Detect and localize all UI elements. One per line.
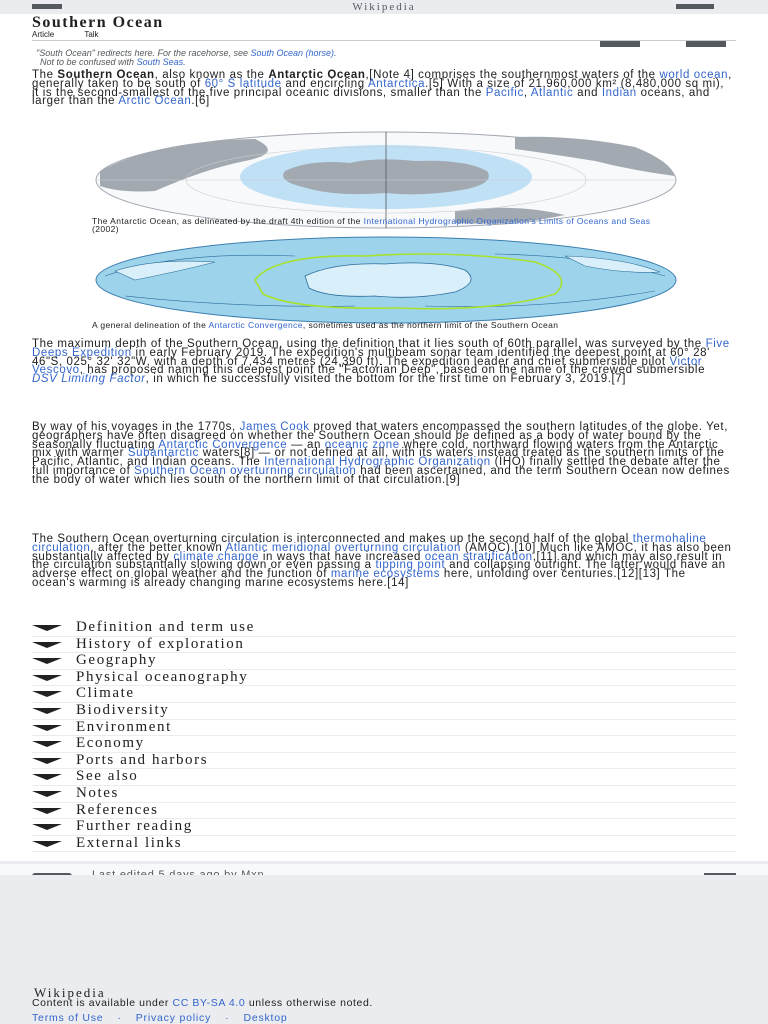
paragraph-text: and collapsing outright. The latter would have an adverse effect on global weather and the function of — [32, 559, 726, 581]
license-text: unless otherwise noted. — [245, 997, 373, 1009]
article-page — [0, 14, 768, 861]
inline-link[interactable]: Arctic Ocean — [118, 95, 192, 108]
chevron-down-icon — [32, 725, 62, 731]
license-notice — [32, 999, 712, 1008]
namespace-tabs — [32, 30, 127, 39]
paragraph-text: — an — [287, 438, 325, 451]
lead-paragraph-1 — [32, 71, 732, 106]
paragraph-text: The Southern Ocean overturning circulation is interconnected and makes up the second half of the global — [32, 533, 633, 545]
paragraph-text: waters[8] — or not defined at all, with its waters instead treated as the southern limits of the Pacific, Atlantic, and Indian oceans. The — [32, 447, 725, 469]
section-heading[interactable] — [32, 836, 736, 853]
lead-paragraph-3 — [32, 423, 732, 485]
inline-link[interactable]: Antarctica — [367, 77, 426, 90]
paragraph-text: and — [573, 86, 602, 99]
map-caption-convergence — [92, 321, 652, 329]
section-heading-label: Definition and term use — [76, 619, 255, 635]
chevron-down-icon — [32, 658, 62, 664]
paragraph-text: in early February 2019. The expedition's multibeam sonar team identified the deepest point at 60° 28' 46"S, 025° 32' 32"W, with a depth of 7,434 metres (24,390 ft). The expedition leader and chief submersible pilot — [32, 346, 710, 368]
map-caption-iho — [92, 217, 652, 233]
section-list — [32, 620, 736, 852]
section-heading[interactable] — [32, 819, 736, 836]
inline-link[interactable]: International Hydrographic Organization — [264, 456, 491, 469]
caption-link-convergence[interactable]: Antarctic Convergence — [208, 320, 303, 330]
tab-talk[interactable]: Talk — [84, 30, 99, 39]
paragraph-text: , — [523, 86, 531, 99]
inline-link[interactable]: marine ecosystems — [330, 568, 441, 581]
paragraph-text: ,[Note 4] comprises the southernmost waters of the — [365, 69, 660, 81]
section-heading[interactable] — [32, 803, 736, 820]
inline-link[interactable]: ocean stratification — [424, 550, 533, 563]
inline-link[interactable]: DSV Limiting Factor — [32, 373, 146, 386]
paragraph-text: Southern Ocean — [57, 69, 155, 81]
hatnote-text: "South Ocean" redirects here. For the racehorse, see — [36, 48, 251, 58]
paragraph-text: Antarctic Ocean — [268, 69, 366, 81]
footer-wikipedia-wordmark: Wikipedia — [34, 985, 106, 1000]
wikipedia-wordmark[interactable]: Wikipedia — [352, 1, 416, 13]
section-heading[interactable] — [32, 670, 736, 687]
inline-link[interactable]: thermohaline circulation — [32, 533, 707, 554]
search-icon[interactable] — [676, 4, 714, 9]
footer — [0, 875, 768, 1024]
section-heading[interactable] — [32, 637, 736, 654]
section-heading[interactable] — [32, 686, 736, 703]
paragraph-text: ,[11] and which may also result in the circulation substantially slowing down or even passing a — [32, 550, 723, 572]
footer-separator: · — [225, 1012, 230, 1024]
chevron-down-icon — [32, 758, 62, 764]
lead-paragraph-4 — [32, 535, 732, 588]
inline-link[interactable]: Pacific — [485, 86, 524, 99]
section-heading-label: Economy — [76, 735, 145, 752]
inline-link[interactable]: tipping point — [375, 559, 446, 572]
footer-link-desktop[interactable]: Desktop — [243, 1012, 288, 1024]
hatnote — [36, 49, 726, 67]
paragraph-text: (IHO) finally settled the debate after the full importance of — [32, 456, 721, 477]
chevron-down-icon — [32, 791, 62, 797]
edit-icon[interactable] — [686, 41, 726, 47]
paragraph-text: The maximum depth of the Southern Ocean, using the definition that it lies south of 60th parallel, was surveyed by the — [32, 338, 706, 350]
language-icon[interactable] — [600, 41, 640, 47]
chevron-down-icon — [32, 824, 62, 830]
inline-link[interactable]: oceanic zone — [324, 438, 400, 451]
southern-ocean-map[interactable] — [95, 131, 677, 229]
paragraph-text: where cold, northward flowing waters from the Antarctic mix with warmer — [32, 438, 719, 460]
inline-link[interactable]: climate change — [173, 550, 260, 563]
inline-link[interactable]: 60° S latitude — [204, 77, 282, 90]
inline-link[interactable]: world ocean — [659, 69, 729, 81]
paragraph-text: .[5] With a size of 21,960,000 km² (8,480,000 sq mi), it is the second-smallest of the five principal oceanic divisions, smaller than the — [32, 77, 725, 99]
tab-article[interactable]: Article — [32, 30, 55, 39]
license-text: Content is available under — [32, 997, 173, 1009]
top-bar — [0, 0, 768, 14]
section-heading[interactable] — [32, 653, 736, 670]
paragraph-text: , in which he successfully visited the bottom for the first time on February 3, 2019.[7] — [145, 373, 627, 386]
inline-link[interactable]: Victor Vescovo — [32, 355, 703, 377]
section-heading[interactable] — [32, 620, 736, 637]
section-heading-label: Geography — [76, 652, 158, 669]
hatnote-link-horse[interactable]: South Ocean (horse). — [250, 48, 337, 58]
license-link[interactable]: CC BY-SA 4.0 — [172, 997, 246, 1009]
caption-text: A general delineation of the — [92, 320, 209, 330]
section-heading[interactable] — [32, 736, 736, 753]
section-heading-label: Physical oceanography — [76, 668, 249, 685]
chevron-down-icon — [32, 708, 62, 714]
page-title: Southern Ocean — [32, 14, 164, 31]
section-heading-label: External links — [76, 834, 183, 851]
section-heading[interactable] — [32, 769, 736, 786]
inline-link[interactable]: Antarctic Convergence — [158, 438, 288, 451]
caption-text: (2002) — [92, 224, 119, 234]
paragraph-text: and encircling — [281, 77, 368, 90]
section-heading-label: Notes — [76, 784, 119, 801]
section-heading-label: References — [76, 801, 159, 818]
paragraph-text: .[6] — [191, 95, 210, 108]
section-heading-label: Ports and harbors — [76, 751, 209, 768]
inline-link[interactable]: Subantarctic — [127, 447, 199, 460]
footer-link-terms[interactable]: Terms of Use — [32, 1012, 104, 1024]
paragraph-text: , after the better known — [90, 541, 226, 554]
chevron-down-icon — [32, 642, 62, 648]
paragraph-text: , also known as the — [154, 69, 269, 81]
chevron-down-icon — [32, 675, 62, 681]
footer-separator: · — [117, 1012, 122, 1024]
inline-link[interactable]: Indian — [601, 86, 637, 99]
tabs-divider — [32, 40, 736, 41]
paragraph-text: in ways that have increased — [259, 550, 425, 563]
chevron-down-icon — [32, 741, 62, 747]
inline-link[interactable]: Atlantic meridional overturning circulation — [225, 541, 462, 554]
chevron-down-icon — [32, 808, 62, 814]
paragraph-text: proved that waters encompassed the southern latitudes of the globe. Yet, geographers have often disagreed on whether the Southern Ocean should be defined as a body of water bound by the seasonally fluctuating — [32, 421, 728, 451]
section-heading[interactable] — [32, 753, 736, 770]
paragraph-text: here, unfolding over centuries.[12][13] The ocean's warming is already changing marine ecosystems here.[14] — [32, 568, 686, 589]
section-heading-label: Biodiversity — [76, 701, 170, 718]
paragraph-text: By way of his voyages in the 1770s, — [32, 421, 240, 433]
chevron-down-icon — [32, 841, 62, 847]
footer-links — [32, 1012, 288, 1024]
caption-link-iho[interactable]: International Hydrographic Organization's Limits of Oceans and Seas — [363, 216, 651, 226]
paragraph-text: , has proposed naming this deepest point the "Factorian Deep", based on the name of the crewed submersible — [79, 364, 706, 377]
section-heading-label: Further reading — [76, 818, 193, 835]
inline-link[interactable]: Atlantic — [530, 86, 574, 99]
paragraph-text: had been ascertained, and the term Southern Ocean now defines the body of water which lies south of the northern limit of that circulation.[9] — [32, 464, 730, 486]
inline-link[interactable]: Five Deeps Expedition — [32, 338, 730, 359]
section-heading-label: Environment — [76, 718, 172, 735]
paragraph-text: , generally taken to be south of — [32, 69, 732, 90]
section-heading-label: See also — [76, 768, 139, 785]
paragraph-text: oceans, and larger than the — [32, 86, 710, 108]
chevron-down-icon — [32, 774, 62, 780]
section-heading-label: Climate — [76, 685, 135, 702]
paragraph-text: The — [32, 69, 58, 81]
caption-text: The Antarctic Ocean, as delineated by the draft 4th edition of the — [92, 216, 364, 226]
lead-paragraph-2 — [32, 340, 732, 384]
hatnote-link-south-seas[interactable]: South Seas. — [136, 57, 186, 67]
section-heading[interactable] — [32, 703, 736, 720]
chevron-down-icon — [32, 625, 62, 631]
caption-text: , sometimes used as the northern limit of the Southern Ocean — [302, 320, 559, 330]
antarctic-convergence-map[interactable] — [95, 236, 677, 324]
chevron-down-icon — [32, 691, 62, 697]
hatnote-text: Not to be confused with — [40, 57, 137, 67]
footer-link-privacy[interactable]: Privacy policy — [135, 1012, 212, 1024]
inline-link[interactable]: James Cook — [239, 421, 310, 433]
section-heading[interactable] — [32, 720, 736, 737]
inline-link[interactable]: Southern Ocean overturning circulation — [134, 464, 357, 477]
paragraph-text: (AMOC).[10] Much like AMOC, it has also been substantially affected by — [32, 541, 732, 563]
section-heading-label: History of exploration — [76, 635, 245, 652]
section-heading[interactable] — [32, 786, 736, 803]
